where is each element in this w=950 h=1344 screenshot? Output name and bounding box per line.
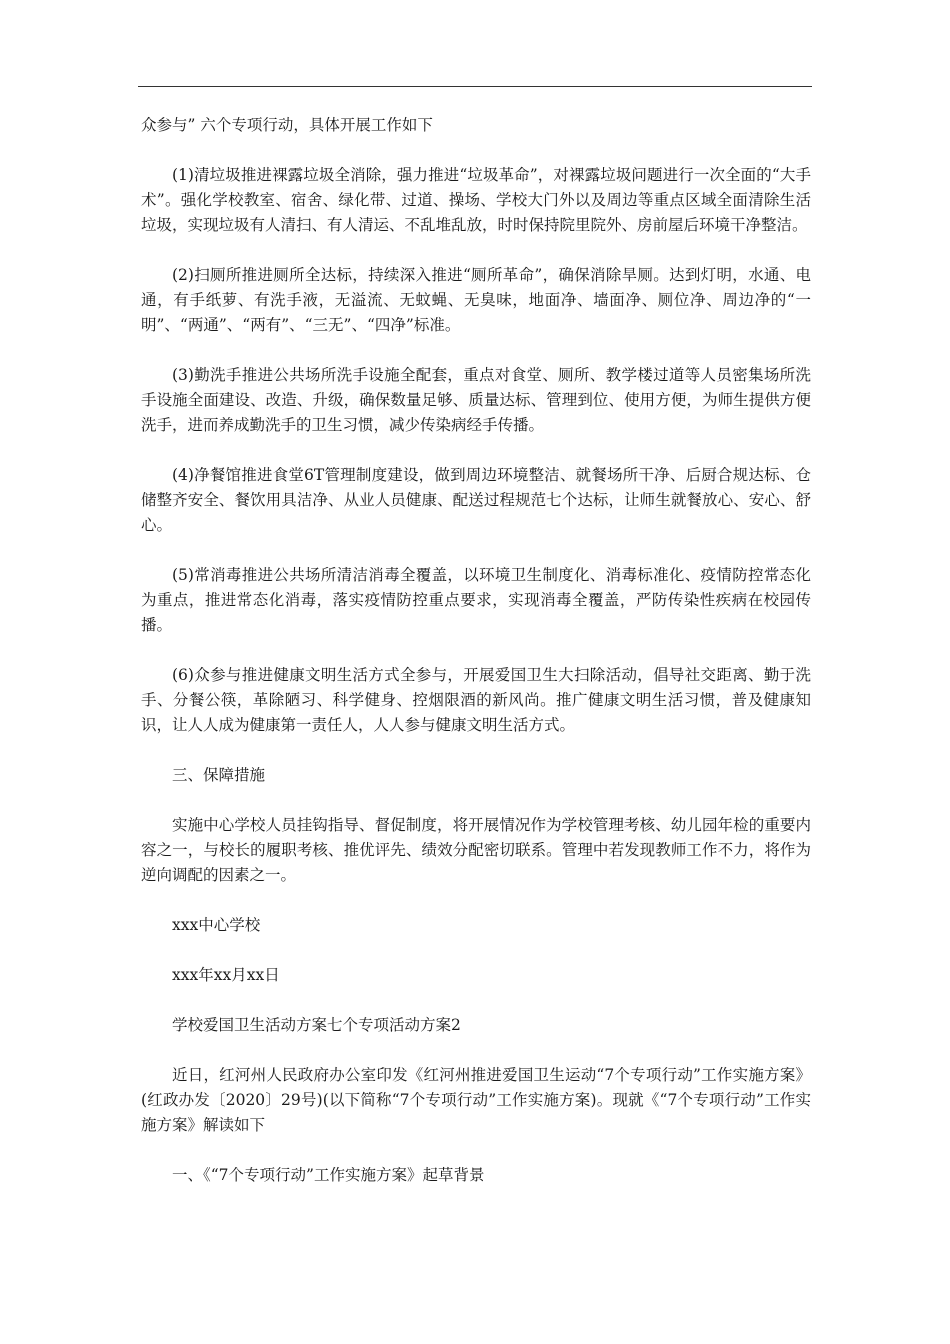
document-2-title: 学校爱国卫生活动方案七个专项活动方案2 <box>172 1016 461 1034</box>
signature-school: xxx中心学校 <box>172 916 261 934</box>
paragraph-document-2-intro: 近日，红河州人民政府办公室印发《红河州推进爱国卫生运动“7个专项行动”工作实施方案》(红政办发〔2020〕29号)(以下简称“7个专项行动”工作实施方案)。现就《“7个专项行动”工作实施方案》解读如下 <box>141 1066 811 1134</box>
paragraph-item-5: (5)常消毒推进公共场所清洁消毒全覆盖，以环境卫生制度化、消毒标准化、疫情防控常态化为重点，推进常态化消毒，落实疫情防控重点要求，实现消毒全覆盖，严防传染性疾病在校园传播。 <box>141 566 811 634</box>
paragraph-item-3: (3)勤洗手推进公共场所洗手设施全配套，重点对食堂、厕所、教学楼过道等人员密集场所洗手设施全面建设、改造、升级，确保数量足够、质量达标、管理到位、使用方便，为师生提供方便洗手，进而养成勤洗手的卫生习惯，减少传染病经手传播。 <box>141 366 811 434</box>
section-heading-safeguards: 三、保障措施 <box>172 766 266 784</box>
paragraph-safeguards-body: 实施中心学校人员挂钩指导、督促制度，将开展情况作为学校管理考核、幼儿园年检的重要内容之一，与校长的履职考核、推优评先、绩效分配密切联系。管理中若发现教师工作不力，将作为逆向调配的因素之一。 <box>141 816 811 884</box>
paragraph-item-2: (2)扫厕所推进厕所全达标，持续深入推进“厕所革命”，确保消除旱厕。达到灯明，水通、电通，有手纸萝、有洗手液，无溢流、无蚊蝇、无臭味，地面净、墙面净、厕位净、周边净的“一明”、“两通”、“两有”、“三无”、“四净”标准。 <box>141 266 811 334</box>
paragraph-item-4: (4)净餐馆推进食堂6T管理制度建设，做到周边环境整洁、就餐场所干净、后厨合规达标、仓储整齐安全、餐饮用具洁净、从业人员健康、配送过程规范七个达标，让师生就餐放心、安心、舒心。 <box>141 466 811 534</box>
signature-date: xxx年xx月xx日 <box>172 966 280 984</box>
paragraph-intro-continuation: 众参与” 六个专项行动，具体开展工作如下 <box>141 116 433 134</box>
header-rule <box>138 86 812 87</box>
section-heading-drafting-background: 一、《“7个专项行动”工作实施方案》起草背景 <box>172 1166 485 1184</box>
paragraph-item-6: (6)众参与推进健康文明生活方式全参与，开展爱国卫生大扫除活动，倡导社交距离、勤于洗手、分餐公筷，革除陋习、科学健身、控烟限酒的新风尚。推广健康文明生活习惯，普及健康知识，让人人成为健康第一责任人，人人参与健康文明生活方式。 <box>141 666 811 734</box>
document-body <box>141 113 811 1188</box>
paragraph-item-1: (1)清垃圾推进裸露垃圾全消除，强力推进“垃圾革命”，对裸露垃圾问题进行一次全面的“大手术”。强化学校教室、宿舍、绿化带、过道、操场、学校大门外以及周边等重点区域全面清除生活垃圾，实现垃圾有人清扫、有人清运、不乱堆乱放，时时保持院里院外、房前屋后环境干净整洁。 <box>141 166 811 234</box>
